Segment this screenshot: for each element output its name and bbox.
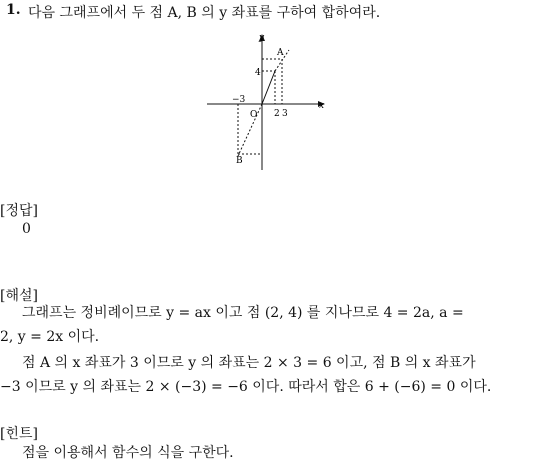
question-text: 다음 그래프에서 두 점 A, B 의 y 좌표를 구하여 합하여라. (28, 5, 381, 21)
point-b-label: B (236, 156, 243, 166)
x-axis-label: x (319, 101, 325, 111)
tick-x-neg3: −3 (232, 95, 246, 105)
linear-graph (0, 30, 534, 205)
explanation-line-4: −3 이므로 y 의 좌표는 2 × (−3) = −6 이다. 따라서 합은 6 + (−6) = 0 이다. (0, 379, 492, 395)
point-a-label: A (277, 48, 284, 58)
answer-header: [정답] (0, 203, 38, 219)
line-solid-upper (262, 71, 275, 104)
question-number: 1. (6, 2, 21, 18)
tick-x-2: 2 (274, 109, 280, 119)
answer-value: 0 (22, 221, 31, 237)
explanation-line-3: 점 A 의 x 좌표가 3 이므로 y 의 좌표는 2 × 3 = 6 이고, 점 B 의 x 좌표가 (22, 355, 476, 371)
tick-x-3: 3 (282, 109, 288, 119)
y-axis-label: y (259, 33, 265, 43)
explanation-line-2: 2, y = 2x 이다. (0, 329, 100, 345)
explanation-line-1: 그래프는 정비례이므로 y = ax 이고 점 (2, 4) 를 지나므로 4 = 2a, a = (22, 305, 464, 321)
origin-label: O (250, 110, 258, 120)
hint-header: [힌트] (0, 426, 38, 442)
hint-text: 점을 이용해서 함수의 식을 구한다. (22, 445, 234, 461)
explanation-header: [해설] (0, 288, 38, 304)
tick-y-4: 4 (255, 68, 261, 78)
